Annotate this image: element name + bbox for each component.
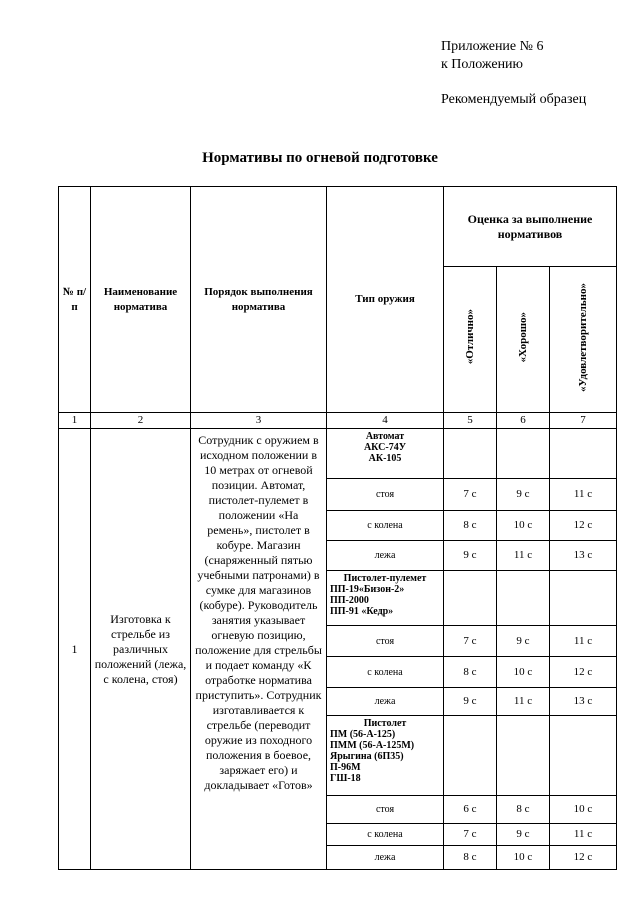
col-number: 7 <box>550 413 617 429</box>
time-excellent: 8 с <box>444 511 497 541</box>
time-excellent: 6 с <box>444 796 497 824</box>
position-label: с колена <box>327 511 444 541</box>
weapon-line: ПММ (56-А-125М) <box>330 740 415 751</box>
time-good: 10 с <box>497 846 550 870</box>
header-procedure: Порядок выполнения норматива <box>191 187 327 413</box>
time-satisfactory: 11 с <box>550 479 617 511</box>
time-satisfactory: 12 с <box>550 657 617 688</box>
col-number: 3 <box>191 413 327 429</box>
weapon-group-assault-rifle <box>327 429 444 479</box>
time-satisfactory: 10 с <box>550 796 617 824</box>
document-title: Нормативы по огневой подготовке <box>202 150 438 166</box>
standards-table <box>58 186 617 870</box>
col-number: 6 <box>497 413 550 429</box>
header-name: Наименование норматива <box>91 187 191 413</box>
standard-procedure: Сотрудник с оружием в исходном положении в 10 метрах от огневой позиции. Автомат, пистолет-пулемет в положении «На ремень», пистолет в кобуре. Магазин (снаряженный пятью учебными патронами) в сумке для магазинов (кобуре). Руководитель занятия указывает огневую позицию, положение для стрельбы и подает команду «К отработке норматива приступить». Сотрудник изготавливается к стрельбе (переводит оружие из походного положения в боевое, заряжает его) и докладывает «Готов» <box>191 429 327 870</box>
header-weapon-type: Тип оружия <box>327 187 444 413</box>
position-label: стоя <box>327 796 444 824</box>
time-excellent: 9 с <box>444 688 497 716</box>
position-label: стоя <box>327 479 444 511</box>
col-number: 5 <box>444 413 497 429</box>
weapon-group-submachine-gun <box>327 571 444 626</box>
header-excellent <box>444 267 497 413</box>
time-excellent: 9 с <box>444 541 497 571</box>
standard-name: Изготовка к стрельбе из различных положений (лежа, с колена, стоя) <box>91 429 191 870</box>
header-satisfactory-label: «Удовлетворительно» <box>576 282 589 392</box>
weapon-line: АК-105 <box>368 453 402 464</box>
row-number: 1 <box>59 429 91 870</box>
time-satisfactory: 12 с <box>550 511 617 541</box>
time-excellent: 7 с <box>444 824 497 846</box>
header-good-label: «Хорошо» <box>516 311 529 363</box>
time-excellent: 7 с <box>444 626 497 657</box>
appendix-number: Приложение № 6 <box>441 39 544 54</box>
position-label: с колена <box>327 657 444 688</box>
weapon-line: Пистолет-пулемет <box>343 573 427 584</box>
time-good: 9 с <box>497 479 550 511</box>
weapon-line: Ярыгина (6П35) <box>330 751 404 762</box>
time-satisfactory: 13 с <box>550 541 617 571</box>
col-number: 4 <box>327 413 444 429</box>
time-excellent: 7 с <box>444 479 497 511</box>
position-label: лежа <box>327 846 444 870</box>
time-excellent: 8 с <box>444 846 497 870</box>
weapon-line: АКС-74У <box>363 442 407 453</box>
time-excellent: 8 с <box>444 657 497 688</box>
time-good: 10 с <box>497 511 550 541</box>
col-number: 1 <box>59 413 91 429</box>
position-label: лежа <box>327 541 444 571</box>
position-label: с колена <box>327 824 444 846</box>
weapon-group-pistol <box>327 716 444 796</box>
time-satisfactory: 13 с <box>550 688 617 716</box>
weapon-line: ГШ-18 <box>330 773 361 784</box>
header-good <box>497 267 550 413</box>
header-satisfactory <box>550 267 617 413</box>
weapon-line: ПП-2000 <box>330 595 369 606</box>
position-label: стоя <box>327 626 444 657</box>
time-satisfactory: 11 с <box>550 626 617 657</box>
position-label: лежа <box>327 688 444 716</box>
sample-label: Рекомендуемый образец <box>441 92 587 107</box>
weapon-line: ПП-19«Бизон-2» <box>330 584 405 595</box>
weapon-line: ПМ (56-А-125) <box>330 729 396 740</box>
weapon-line: П-96М <box>330 762 361 773</box>
time-satisfactory: 11 с <box>550 824 617 846</box>
weapon-line: Автомат <box>365 431 405 442</box>
time-good: 9 с <box>497 626 550 657</box>
header-grade: Оценка за выполнение нормативов <box>444 187 617 267</box>
header-excellent-label: «Отлично» <box>463 309 476 365</box>
time-good: 9 с <box>497 824 550 846</box>
weapon-line: ПП-91 «Кедр» <box>330 606 394 617</box>
header-num: № п/п <box>59 187 91 413</box>
time-good: 8 с <box>497 796 550 824</box>
weapon-line: Пистолет <box>363 718 407 729</box>
time-good: 10 с <box>497 657 550 688</box>
time-good: 11 с <box>497 541 550 571</box>
time-satisfactory: 12 с <box>550 846 617 870</box>
appendix-reference: к Положению <box>441 57 524 72</box>
time-good: 11 с <box>497 688 550 716</box>
col-number: 2 <box>91 413 191 429</box>
